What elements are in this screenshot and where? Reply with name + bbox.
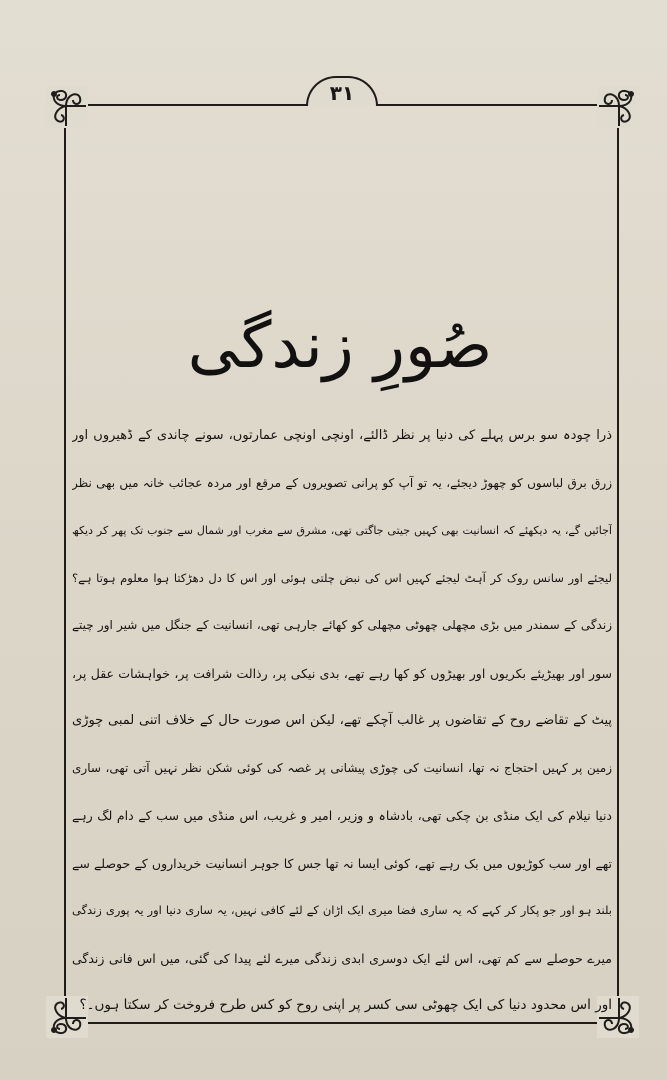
text-line: زمین پر کہیں احتجاج نہ تھا، انسانیت کی چوڑی پیشانی پر غصہ کی کوئی شکن نظر نہیں آتی تھی، ساری (72, 760, 612, 775)
text-line: زندگی کے سمندر میں بڑی مچھلی چھوٹی مچھلی کو کھائے جارہی تھی، انسانیت کے جنگل میں شیر اور چیتے (72, 618, 612, 632)
text-line: ذرا چودہ سو برس پہلے کی دنیا پر نظر ڈالئے، اونچی اونچی عمارتوں، سونے چاندی کے ڈھیروں اور (72, 428, 612, 443)
text-line: لیجئے اور سانس روک کر آہٹ لیجئے کہیں اس کی نبض چلتی ہوئی اور اس کا دل دھڑکتا ہوا معلوم ہوتا ہے؟ (72, 570, 612, 585)
text-line: میرے حوصلے سے کم تھی، اس لئے ایک دوسری ابدی زندگی میرے لئے پیدا کی گئی، میں اس فانی زندگی (72, 950, 612, 966)
chapter-title: صُورِ زندگی (187, 309, 493, 383)
page-number: ۳۱ (306, 76, 378, 106)
body-paragraph (72, 412, 612, 1030)
text-line: سور اور بھیڑیئے بکریوں اور بھیڑوں کو کھا رہے تھے، بدی نیکی پر، رذالت شرافت پر، خواہشات عقل پر، (72, 665, 612, 681)
text-line: بلند ہو اور جو پکار کر کہے کہ یہ ساری فضا میری ایک اڑان کے لئے کافی نہیں، یہ ساری دنیا اور یہ پوری زندگی (72, 903, 612, 917)
corner-ornament-icon (46, 86, 88, 128)
text-line: آجائیں گے، یہ دیکھئے کہ انسانیت بھی کہیں جیتی جاگتی تھی، مشرق سے مغرب اور شمال سے جنوب تک پھر کر دیکھ (72, 524, 612, 537)
text-line: پیٹ کے تقاضے روح کے تقاضوں پر غالب آچکے تھے، لیکن اس صورت حال کے خلاف اتنی لمبی چوڑی (72, 713, 612, 728)
text-line: تھے اور سب کوڑیوں میں بک رہے تھے، کوئی ایسا نہ تھا جس کا جوہر انسانیت خریداروں کے حوصلے سے (72, 855, 612, 871)
text-line: اور اس محدود دنیا کی ایک چھوٹی سی کسر پر اپنی روح کو کس طرح فروخت کر سکتا ہوں۔؟ (79, 997, 612, 1013)
corner-ornament-icon (597, 86, 639, 128)
text-line: زرق برق لباسوں کو چھوڑ دیجئے، یہ تو آپ کو پرانی تصویروں کے مرقع اور مردہ عجائب خانہ میں بھی نظر (72, 475, 612, 490)
text-line: دنیا نیلام کی ایک منڈی بن چکی تھی، بادشاہ و وزیر، امیر و غریب، اس منڈی میں سب کے دام لگ رہے (72, 808, 612, 823)
